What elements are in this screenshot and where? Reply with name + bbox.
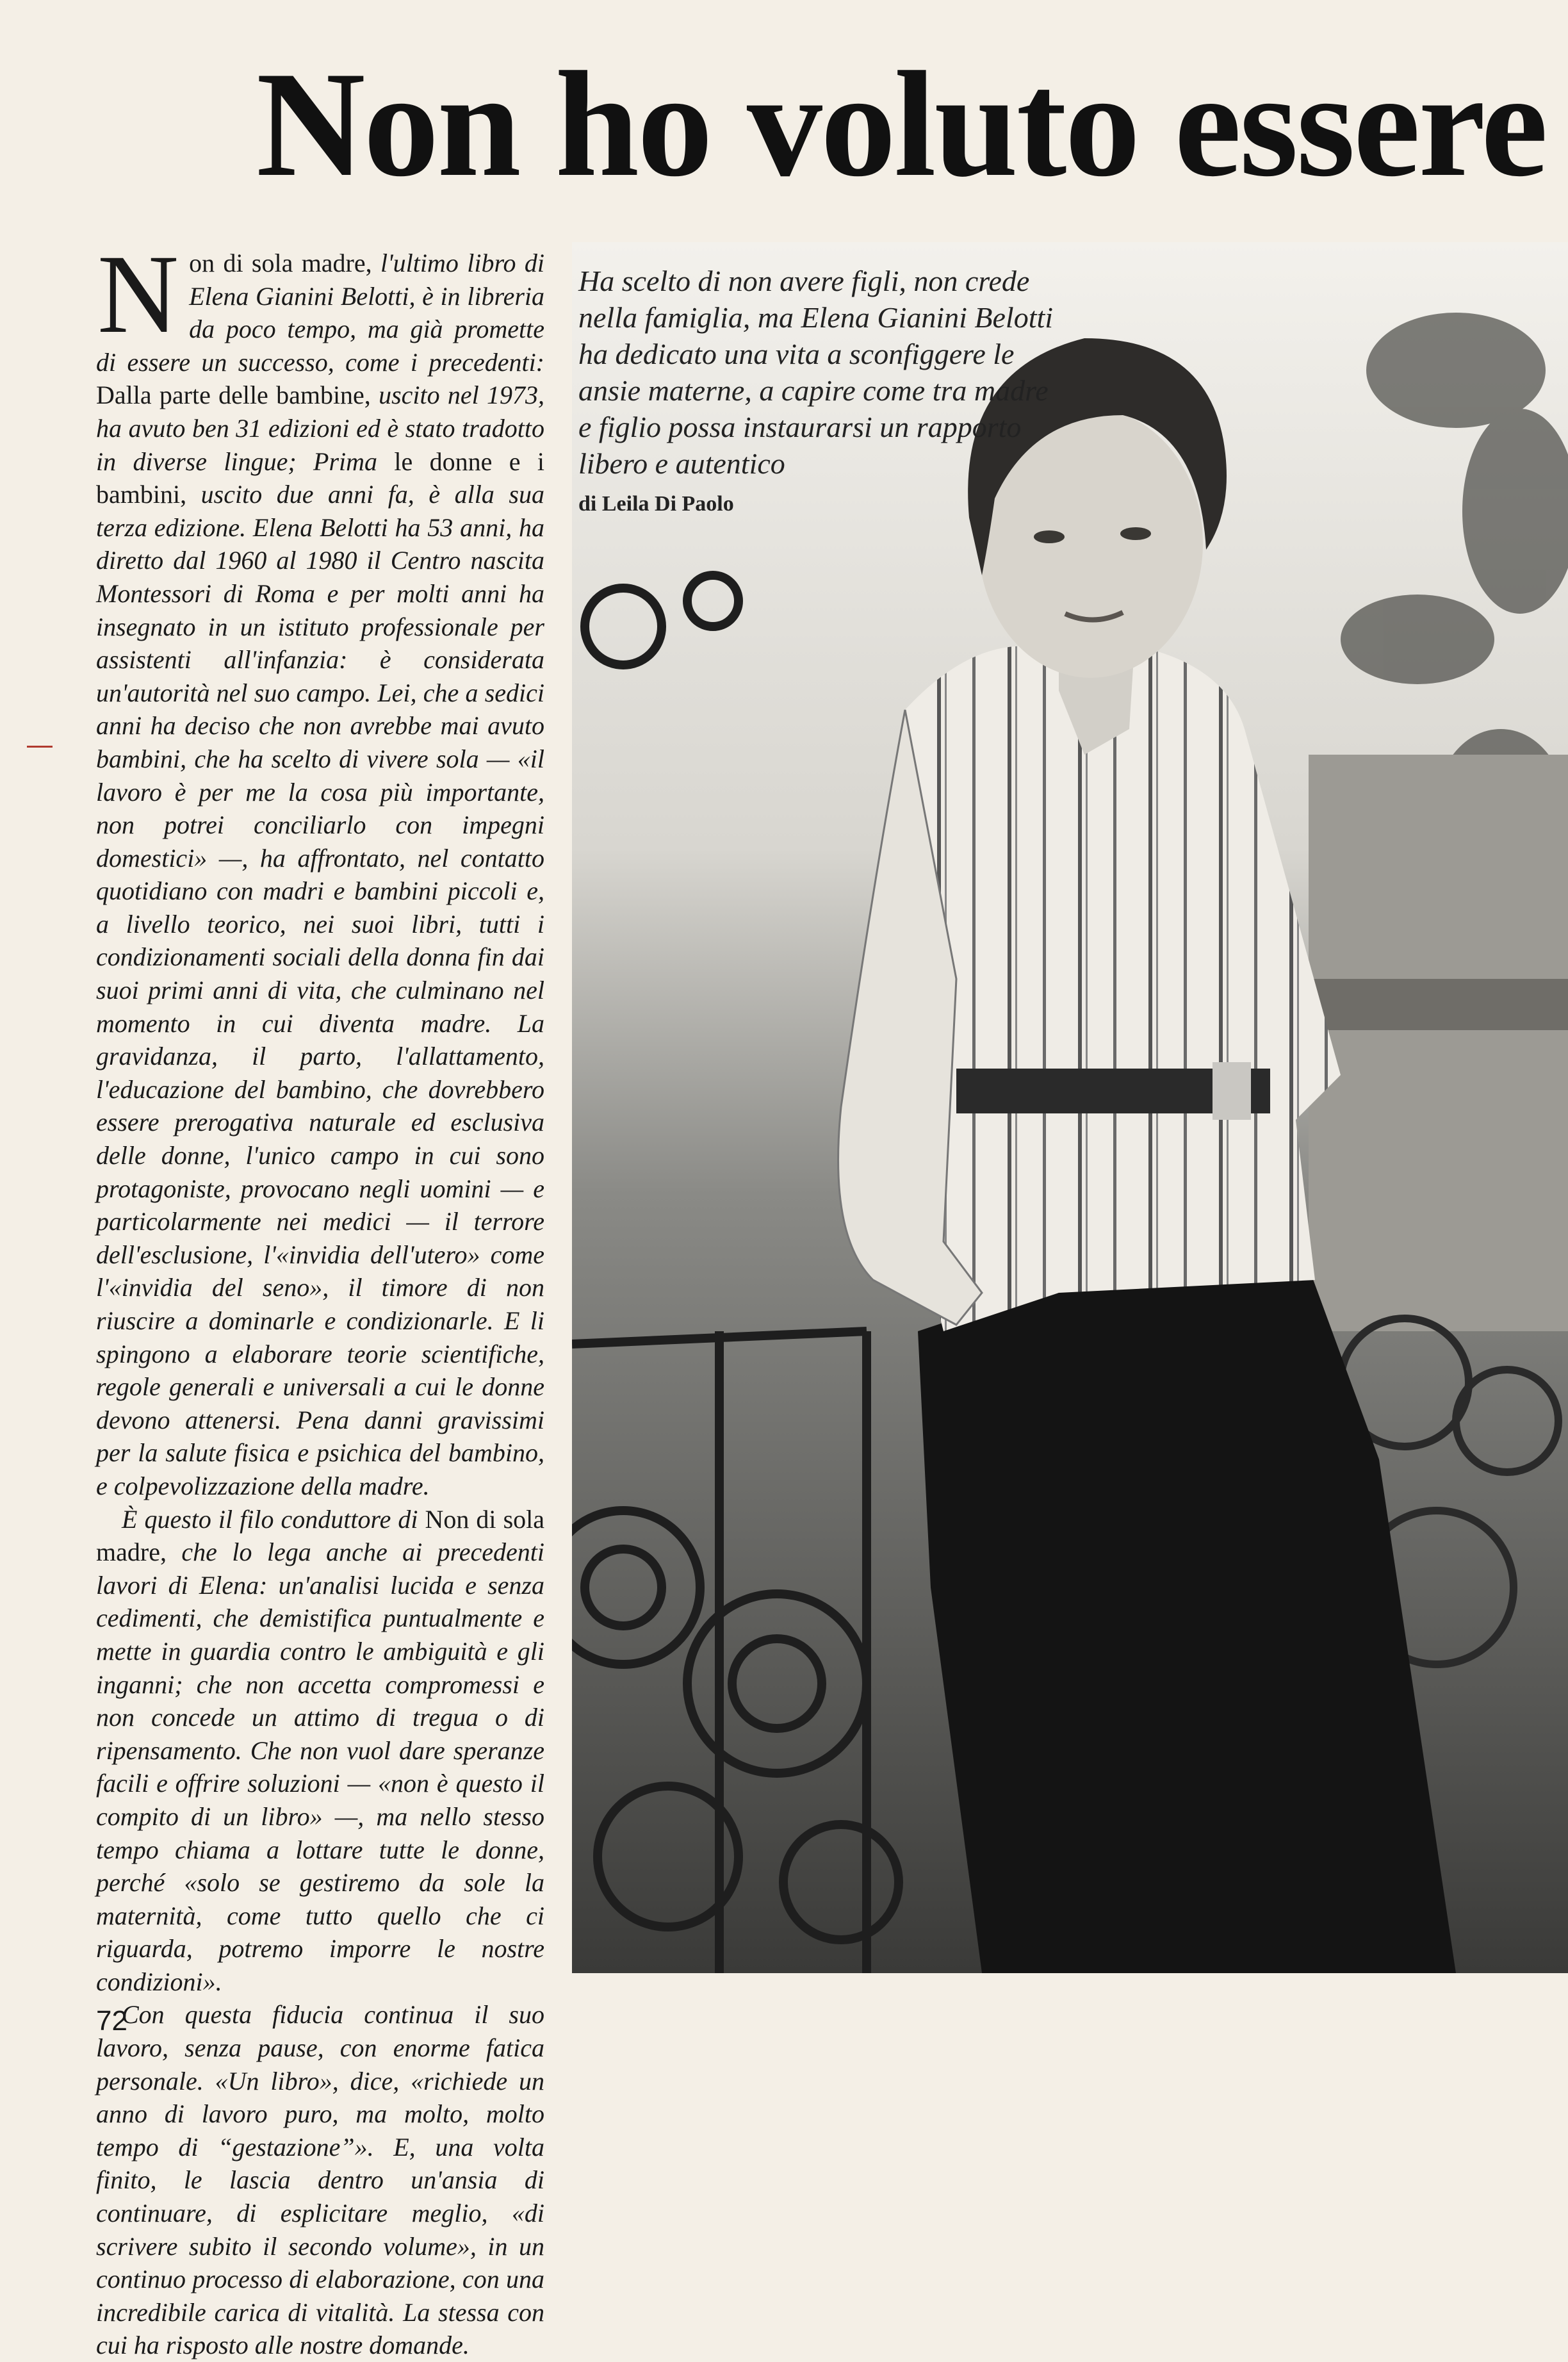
text-run: Con questa fiducia continua il suo lavoro, senza pause, con enorme fatica personale. «Un libro», dice, «richiede un anno di lavoro puro, ma molto, molto tempo di “gestazione”». E, una volta finito, le lascia dentro un'ansia di continuare, di esplicitare meglio, «di scrivere subito il secondo volume», in un continuo processo di elaborazione, con una incredibile carica di vitalità. La stessa con cui ha risposto alle nostre domande. <box>96 2000 544 2360</box>
text-run: on di sola madre, <box>189 249 380 277</box>
book-title: le donne e i bambini, <box>96 447 544 509</box>
book-title: Non di sola madre, <box>96 1504 544 1567</box>
text-run: l'ultimo libro di Elena Gianini Belotti, è in libreria da poco tempo, ma già promette di essere un successo, come i precedenti: <box>96 249 544 377</box>
book-title: Dalla parte delle bambine, <box>96 381 379 410</box>
article-body <box>96 232 544 2362</box>
paragraph <box>96 1998 544 2362</box>
paragraph <box>96 1503 544 1999</box>
text-run: che lo lega anche ai precedenti lavori di Elena: un'analisi lucida e senza cedimenti, che demistifica puntualmente e mette in guardia contro le ambiguità e gli inganni; che non accetta compromessi e non concede un attimo di tregua o di ripensamento. Che non vuol dare speranze facili e offrire soluzioni — «non è questo il compito di un libro» —, ma nello stesso tempo chiama a lottare tutte le donne, perché «solo se gestiremo da sole la maternità, come tutto quello che ci riguarda, potremo imporre le nostre condizioni». <box>96 1538 544 1996</box>
standfirst-text: Ha scelto di non avere figli, non crede nella famiglia, ma Elena Gianini Belotti ha dedicato una vita a sconfiggere le ansie materne, a capire come tra madre e figlio possa instaurarsi un rapporto libero e autentico <box>578 265 1054 480</box>
headline: Non ho voluto essere <box>256 41 1546 208</box>
paragraph <box>96 232 544 1503</box>
text-run: uscito due anni fa, è alla sua terza edizione. Elena Belotti ha 53 anni, ha diretto dal 1960 al 1980 il Centro nascita Montessori di Roma e per molti anni ha insegnato in un istituto professionale per assistenti all'infanzia: è considerata un'autorità nel suo campo. Lei, che a sedici anni ha deciso che non avrebbe mai avuto bambini, che ha scelto di vivere sola — «il lavoro è per me la cosa più importante, non potrei conciliarlo con impegni domestici» —, ha affrontato, nel contatto quotidiano con madri e bambini piccoli e, a livello teorico, nei suoi libri, tutti i condizionamenti sociali della donna fin dai suoi primi anni di vita, che culminano nel momento in cui diventa madre. La gravidanza, il parto, l'allattamento, l'educazione del bambino, che dovrebbero essere prerogativa naturale ed esclusiva delle donne, l'unico campo in cui sono protagoniste, provocano negli uomini — e particolarmente nei medici — il terrore dell'esclusione, l'«invidia dell'utero» come l'«invidia del seno», il timore di non riuscire a dominarle e condizionarle. E li spingono a elaborare teorie scientifiche, regole generali e universali a cui le donne devono attenersi. Pena danni gravissimi per la salute fisica e psichica del bambino, e colpevolizzazione della madre. <box>96 480 544 1500</box>
drop-cap: N <box>97 232 179 357</box>
text-run: uscito nel 1973, ha avuto ben 31 edizioni ed è stato tradotto in diverse lingue; Prima <box>96 381 544 476</box>
text-run: È questo il filo conduttore di <box>122 1504 425 1534</box>
margin-mark <box>27 746 53 748</box>
page-number: 72 <box>96 2005 127 2037</box>
byline: di Leila Di Paolo <box>578 492 734 516</box>
standfirst <box>578 263 1065 522</box>
